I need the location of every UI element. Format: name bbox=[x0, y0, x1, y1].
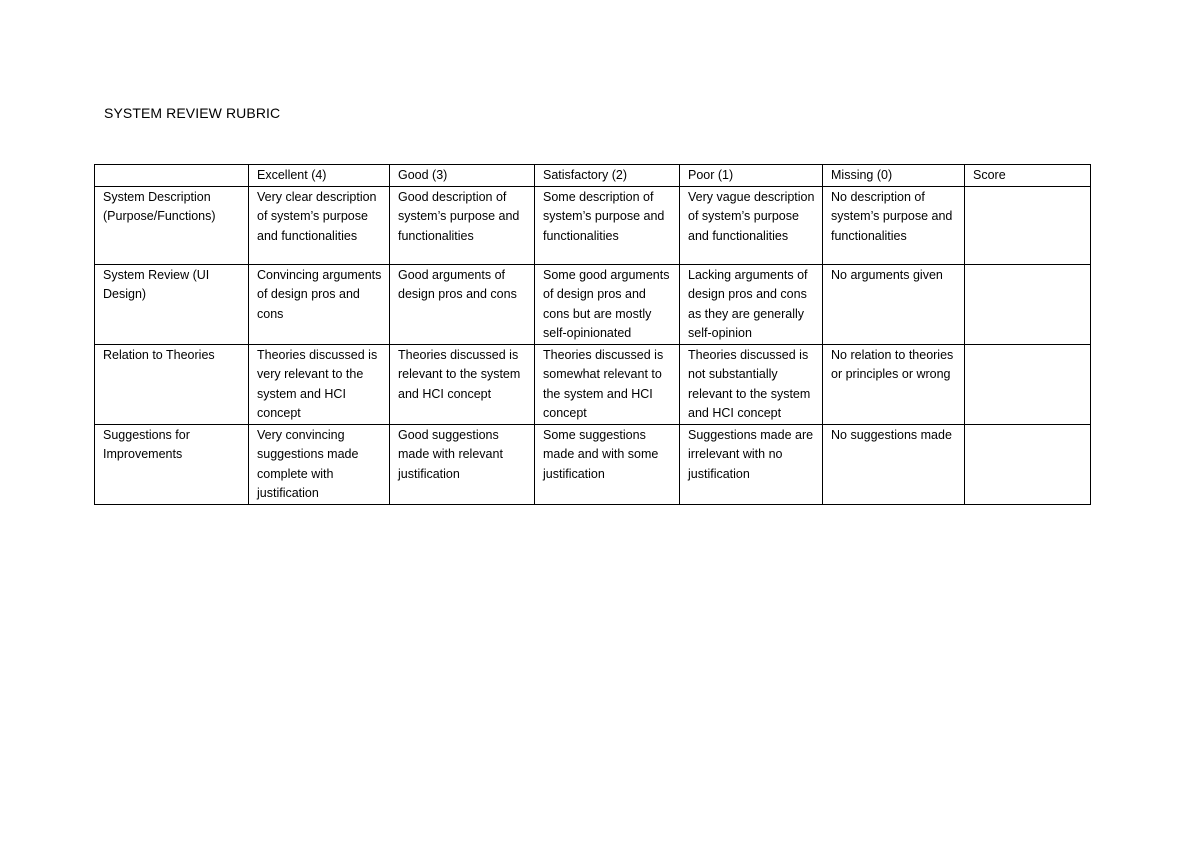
table-row bbox=[95, 264, 1091, 344]
missing-cell: No arguments given bbox=[823, 264, 965, 344]
poor-cell: Very vague description of system’s purpose and functionalities bbox=[680, 186, 823, 264]
poor-cell: Suggestions made are irrelevant with no justification bbox=[680, 424, 823, 504]
header-cell-missing: Missing (0) bbox=[823, 165, 965, 187]
header-cell-good: Good (3) bbox=[390, 165, 535, 187]
good-cell: Good description of system’s purpose and functionalities bbox=[390, 186, 535, 264]
header-cell-excellent: Excellent (4) bbox=[249, 165, 390, 187]
criterion-cell: System Description (Purpose/Functions) bbox=[95, 186, 249, 264]
excellent-cell: Convincing arguments of design pros and cons bbox=[249, 264, 390, 344]
excellent-cell: Theories discussed is very relevant to the system and HCI concept bbox=[249, 344, 390, 424]
score-cell[interactable] bbox=[965, 264, 1091, 344]
table-row bbox=[95, 186, 1091, 264]
score-cell[interactable] bbox=[965, 424, 1091, 504]
good-cell: Good arguments of design pros and cons bbox=[390, 264, 535, 344]
header-cell-score: Score bbox=[965, 165, 1091, 187]
missing-cell: No description of system’s purpose and functionalities bbox=[823, 186, 965, 264]
satisfactory-cell: Some description of system’s purpose and functionalities bbox=[535, 186, 680, 264]
missing-cell: No relation to theories or principles or wrong bbox=[823, 344, 965, 424]
table-row bbox=[95, 344, 1091, 424]
rubric-table bbox=[94, 164, 1091, 505]
header-cell-satisfactory: Satisfactory (2) bbox=[535, 165, 680, 187]
criterion-cell: Suggestions for Improvements bbox=[95, 424, 249, 504]
header-cell-blank bbox=[95, 165, 249, 187]
criterion-cell: Relation to Theories bbox=[95, 344, 249, 424]
header-row bbox=[95, 165, 1091, 187]
good-cell: Good suggestions made with relevant justification bbox=[390, 424, 535, 504]
excellent-cell: Very convincing suggestions made complete with justification bbox=[249, 424, 390, 504]
missing-cell: No suggestions made bbox=[823, 424, 965, 504]
poor-cell: Lacking arguments of design pros and cons as they are generally self-opinion bbox=[680, 264, 823, 344]
good-cell: Theories discussed is relevant to the system and HCI concept bbox=[390, 344, 535, 424]
criterion-cell: System Review (UI Design) bbox=[95, 264, 249, 344]
score-cell[interactable] bbox=[965, 344, 1091, 424]
satisfactory-cell: Some good arguments of design pros and cons but are mostly self-opinionated bbox=[535, 264, 680, 344]
poor-cell: Theories discussed is not substantially relevant to the system and HCI concept bbox=[680, 344, 823, 424]
score-cell[interactable] bbox=[965, 186, 1091, 264]
page-title: SYSTEM REVIEW RUBRIC bbox=[104, 105, 281, 121]
table-row bbox=[95, 424, 1091, 504]
excellent-cell: Very clear description of system’s purpose and functionalities bbox=[249, 186, 390, 264]
satisfactory-cell: Some suggestions made and with some justification bbox=[535, 424, 680, 504]
satisfactory-cell: Theories discussed is somewhat relevant to the system and HCI concept bbox=[535, 344, 680, 424]
header-cell-poor: Poor (1) bbox=[680, 165, 823, 187]
